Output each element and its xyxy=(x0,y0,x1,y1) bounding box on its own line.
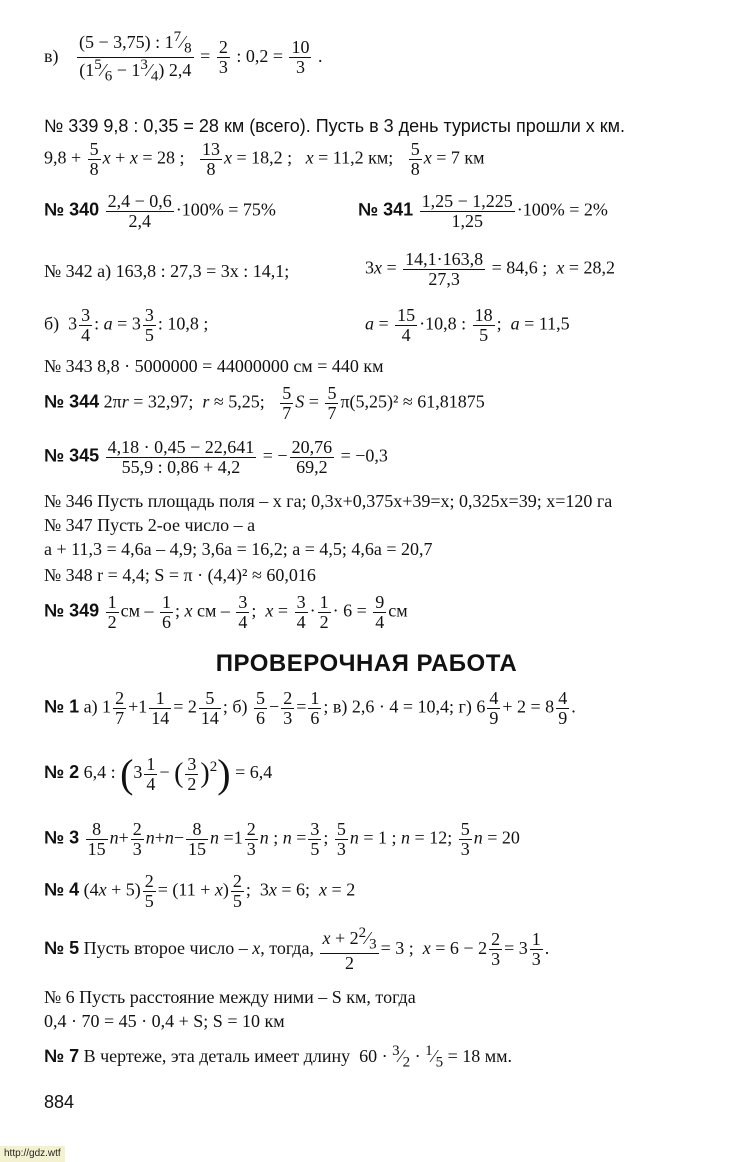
line-t6b: 0,4 · 70 = 45 · 0,4 + S; S = 10 км xyxy=(44,1011,285,1031)
line-343: № 343 8,8 · 5000000 = 44000000 см = 440 км xyxy=(44,356,384,376)
line-341: № 341 $\frac{1,25 - 1,225}{1,25}$ ·100% = 2% xyxy=(358,191,608,231)
line-t1: № 1 а) 1 $\frac{2}{7}$ +1 $\frac{1}{14}$ = 2 $\frac{5}{14}$ ; б) $\frac{5}{6}$ − $\frac{2}{3}$ = $\frac{1}{6}$ ; в) 2,6 · 4 = 10,4; г) 6 $\frac{4}{9}$ + 2 = 8 $\frac{4}{9}$ . xyxy=(44,688,576,728)
line-t2: № 2 6,4 : (3 $\frac{1}{4}$ − ( $\frac{3}{2}$ )$^2$) = 6,4 xyxy=(44,751,273,796)
line-t6a: № 6 Пусть расстояние между ними – S км, тогда xyxy=(44,987,416,1007)
line-v: в) $\frac{(5 - 3,75) : 1^7⁄_8}{(1^5⁄_6 - 1^3⁄_4) 2,4}$ = $\frac{2}{3}$ : 0,2 = $\frac{10}{3}$ . xyxy=(44,29,323,85)
line-346: № 346 Пусть площадь поля – x га; 0,3x+0,375x+39=x; 0,325x=39; x=120 га xyxy=(44,491,613,511)
line-t3: № 3 $\frac{8}{15}$ n+ $\frac{2}{3}$ n+n− $\frac{8}{15}$ n =1 $\frac{2}{3}$ n ; n = $\frac{3}{5}$ ; $\frac{5}{3}$ n = 1 ; n = 12; $\frac{5}{3}$ n = 20 xyxy=(44,819,520,859)
line-349: № 349 $\frac{1}{2}$ см – $\frac{1}{6}$ ; x см – $\frac{3}{4}$ ; x = $\frac{3}{4}$ · $\frac{1}{2}$ · 6 = $\frac{9}{4}$ см xyxy=(44,592,408,632)
line-342b2: a = $\frac{15}{4}$ ·10,8 : $\frac{18}{5}$ ; a = 11,5 xyxy=(365,305,570,345)
line-345: № 345 $\frac{4,18 \cdot 0,45 - 22,641}{55,9 : 0,86 + 4,2}$ = − $\frac{20,76}{69,2}$ = −0,3 xyxy=(44,437,388,477)
line-339a: № 339 9,8 : 0,35 = 28 км (всего). Пусть в 3 день туристы прошли x км. xyxy=(44,116,626,136)
line-342a: № 342 а) 163,8 : 27,3 = 3x : 14,1; xyxy=(44,261,290,281)
section-heading: ПРОВЕРОЧНАЯ РАБОТА xyxy=(215,650,518,677)
line-340: № 340 $\frac{2,4 - 0,6}{2,4}$ ·100% = 75% xyxy=(44,191,276,231)
line-348: № 348 r = 4,4; S = π · (4,4)² ≈ 60,016 xyxy=(44,565,316,585)
line-t7: № 7 В чертеже, эта деталь имеет длину $60 \cdot ^3⁄_2$ · $^1⁄_5 = 18$ мм. xyxy=(44,1043,513,1071)
line-347b: a + 11,3 = 4,6a – 4,9; 3,6a = 16,2; a = 4,5; 4,6a = 20,7 xyxy=(44,539,433,559)
footer-url[interactable]: http://gdz.wtf xyxy=(0,1146,65,1162)
line-t4: № 4 (4x + 5) $\frac{2}{5}$ = (11 + x) $\frac{2}{5}$ ; 3x = 6; x = 2 xyxy=(44,871,356,911)
line-342a2: 3x = $\frac{14,1\cdot 163,8}{27,3}$ = 84,6 ; x = 28,2 xyxy=(365,249,615,289)
line-347a: № 347 Пусть 2-ое число – a xyxy=(44,515,256,535)
line-342b: б) 3 $\frac{3}{4}$ : a = 3 $\frac{3}{5}$ : 10,8 ; xyxy=(44,305,209,345)
page-number: 884 xyxy=(44,1092,75,1112)
line-344: № 344 2πr = 32,97; r ≈ 5,25; $\frac{5}{7}$ S = $\frac{5}{7}$ π(5,25)² ≈ 61,81875 xyxy=(44,383,485,423)
line-339b: 9,8 + $\frac{5}{8}$ x + x = 28 ; $\frac{13}{8}$ x = 18,2 ; x = 11,2 км; $\frac{5}{8}$ x = 7 км xyxy=(44,139,485,179)
line-t5: № 5 Пусть второе число – x, тогда, $\frac{x + 2^2⁄_3}{2}$ = 3 ; x = 6 − 2 $\frac{2}{3}$ = 3 $\frac{1}{3}$ . xyxy=(44,925,550,974)
